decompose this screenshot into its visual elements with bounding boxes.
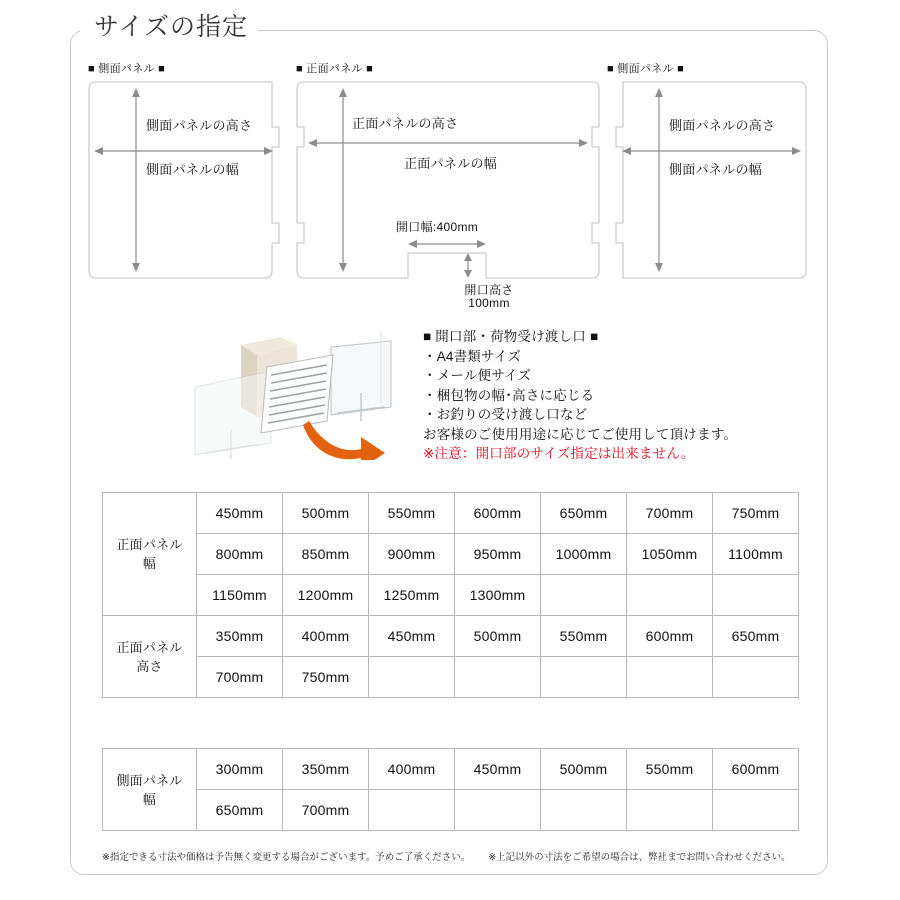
panel-diagram-side-right: [607, 60, 807, 279]
side-right-width-label: 側面パネルの幅: [669, 162, 763, 177]
table-cell: 600mm: [713, 749, 799, 790]
table-cell: 600mm: [455, 493, 541, 534]
footnote-note-2: ※上記以外の寸法をご希望の場合は、弊社までお問い合わせください。: [488, 852, 791, 863]
table-cell: 450mm: [369, 616, 455, 657]
table-cell: 450mm: [197, 493, 283, 534]
table-cell: [713, 657, 799, 698]
table-cell: 750mm: [713, 493, 799, 534]
side-left-panel-shape: [88, 81, 288, 279]
front-height-label: 正面パネルの高さ: [352, 116, 459, 131]
table-cell: 600mm: [627, 616, 713, 657]
table-cell: 450mm: [455, 749, 541, 790]
table-cell: 500mm: [283, 493, 369, 534]
table-cell: [713, 790, 799, 831]
front-height-row-label-line1: 正面パネル: [116, 639, 183, 655]
side-panel-size-table: [102, 748, 799, 831]
footnote: [102, 849, 802, 863]
table-cell: 550mm: [627, 749, 713, 790]
front-width-row-label-line1: 正面パネル: [116, 537, 183, 552]
table-row: [103, 616, 799, 657]
table-cell: 800mm: [197, 534, 283, 575]
front-panel-art: [296, 81, 600, 310]
panel-diagram-side-left: [88, 60, 288, 279]
table-cell: [713, 575, 799, 616]
side-width-row-label: [103, 749, 197, 831]
front-width-row-label-line2: 幅: [142, 556, 157, 571]
table-cell: 550mm: [369, 493, 455, 534]
side-width-row-label-line2: 幅: [142, 791, 157, 807]
panel-caption-front: ■ 正面パネル ■: [296, 63, 374, 75]
panel-caption-side-left: ■ 側面パネル ■: [88, 63, 166, 75]
table-row: [103, 534, 799, 575]
table-cell: 650mm: [197, 790, 283, 831]
document-sheet-icon: [261, 355, 333, 433]
table-cell: [541, 790, 627, 831]
table-cell: 650mm: [541, 493, 627, 534]
usage-illustration-svg: [185, 325, 420, 460]
side-right-panel-art: [607, 81, 807, 279]
opening-note-item-1: ・A4書類サイズ: [423, 348, 522, 364]
side-left-panel-art: [88, 81, 288, 279]
front-width-label: 正面パネルの幅: [404, 156, 498, 171]
table-row: [103, 575, 799, 616]
table-cell: 1250mm: [369, 575, 455, 616]
table-cell: [627, 575, 713, 616]
opening-note-item-4: ・お釣りの受け渡し口など: [423, 407, 588, 422]
panel-caption-side-right: ■ 側面パネル ■: [607, 63, 685, 75]
table-cell: 550mm: [541, 616, 627, 657]
side-left-width-label: 側面パネルの幅: [146, 162, 240, 177]
panel-diagram-front: [296, 60, 600, 310]
table-cell: 350mm: [283, 749, 369, 790]
table-cell: 700mm: [197, 657, 283, 698]
table-cell: 1200mm: [283, 575, 369, 616]
table-cell: 350mm: [197, 616, 283, 657]
side-right-panel-shape: [607, 81, 807, 279]
table-cell: 300mm: [197, 749, 283, 790]
table-cell: 900mm: [369, 534, 455, 575]
table-cell: 650mm: [713, 616, 799, 657]
table-cell: [455, 790, 541, 831]
opening-note-item-3: ・梱包物の幅･高さに応じる: [423, 387, 595, 403]
table-cell: 950mm: [455, 534, 541, 575]
page-title: サイズの指定: [84, 10, 258, 44]
usage-illustration: [185, 325, 420, 460]
left-acrylic-panel-icon: [195, 371, 271, 459]
table-cell: 500mm: [455, 616, 541, 657]
table-cell: [369, 790, 455, 831]
table-cell: 1100mm: [713, 534, 799, 575]
side-left-height-label: 側面パネルの高さ: [146, 118, 253, 133]
front-opening-height-label-line2: 100mm: [468, 296, 510, 310]
table-row: [103, 790, 799, 831]
front-opening-height-label-line1: 開口高さ: [464, 283, 514, 297]
footnote-note-1: ※指定できる寸法や価格は予告無く変更する場合がございます。予めご了承ください。: [102, 852, 471, 863]
table-cell: 850mm: [283, 534, 369, 575]
table-cell: 700mm: [283, 790, 369, 831]
front-width-row-label: [103, 493, 197, 616]
opening-note-item-2: ・メール便サイズ: [423, 368, 532, 383]
opening-notes-summary: お客様のご使用用途に応じてご使用して頂けます。: [423, 426, 738, 442]
table-row: [103, 749, 799, 790]
front-panel-size-table: [102, 492, 799, 698]
direction-arrow-icon: [303, 421, 385, 460]
table-cell: 1000mm: [541, 534, 627, 575]
table-cell: 700mm: [627, 493, 713, 534]
front-panel-shape: [296, 81, 600, 279]
table-cell: [541, 575, 627, 616]
table-cell: [627, 657, 713, 698]
table-cell: 1300mm: [455, 575, 541, 616]
table-cell: 750mm: [283, 657, 369, 698]
table-cell: 1050mm: [627, 534, 713, 575]
opening-notes-block: [423, 327, 823, 464]
front-height-row-label: [103, 616, 197, 698]
table-cell: 500mm: [541, 749, 627, 790]
table-row: [103, 657, 799, 698]
table-cell: 400mm: [369, 749, 455, 790]
table-row: [103, 493, 799, 534]
side-width-row-label-line1: 側面パネル: [116, 772, 183, 788]
front-height-row-label-line2: 高さ: [136, 658, 163, 674]
opening-notes-heading: ■ 開口部・荷物受け渡し口 ■: [423, 329, 599, 344]
front-opening-width-label: 開口幅:400mm: [396, 220, 479, 234]
table-cell: [369, 657, 455, 698]
table-cell: [455, 657, 541, 698]
table-cell: 400mm: [283, 616, 369, 657]
right-acrylic-panel-icon: [331, 331, 391, 421]
table-cell: [541, 657, 627, 698]
table-cell: [627, 790, 713, 831]
side-right-height-label: 側面パネルの高さ: [669, 118, 776, 133]
table-cell: 1150mm: [197, 575, 283, 616]
opening-notes-warning: ※注意：開口部のサイズ指定は出来ません。: [423, 446, 695, 461]
